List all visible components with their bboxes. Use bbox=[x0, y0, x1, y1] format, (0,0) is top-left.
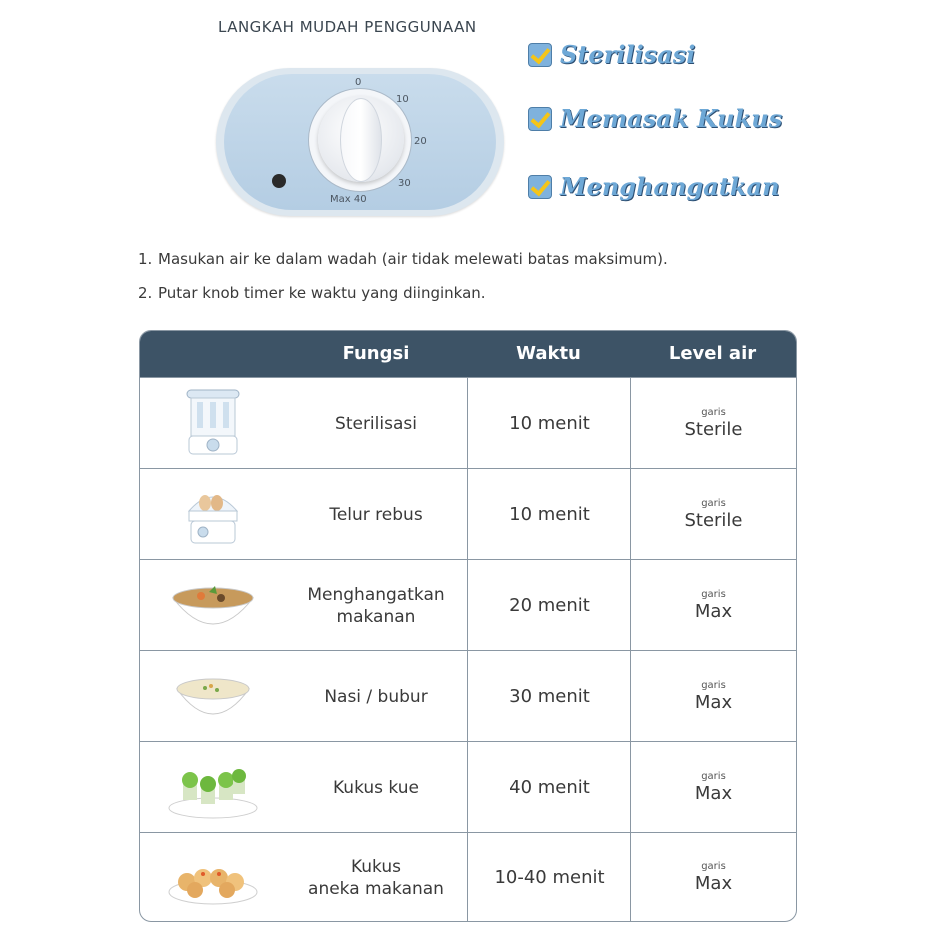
row-image bbox=[140, 560, 285, 651]
checkbox-checked-icon bbox=[528, 107, 552, 131]
timer-tick-30: 30 bbox=[398, 178, 411, 189]
feature-label: Menghangatkan bbox=[560, 172, 780, 201]
step-number: 2. bbox=[138, 284, 153, 302]
table-header bbox=[140, 331, 796, 377]
feature-item bbox=[528, 172, 780, 201]
feature-item bbox=[528, 40, 695, 69]
function-table bbox=[139, 330, 797, 922]
cell-fungsi: Kukus aneka makanan bbox=[308, 856, 444, 899]
soup-bowl-icon bbox=[165, 568, 261, 644]
cell-level-air: garis Max bbox=[630, 833, 796, 922]
header-level-air: Level air bbox=[668, 343, 757, 364]
timer-tick-0: 0 bbox=[355, 77, 362, 88]
table-row bbox=[140, 741, 796, 833]
cell-level-air: garis Max bbox=[630, 651, 796, 742]
header-fungsi: Fungsi bbox=[342, 343, 410, 364]
row-image bbox=[140, 469, 285, 560]
feature-label: Sterilisasi bbox=[560, 40, 696, 69]
porridge-bowl-icon bbox=[165, 659, 261, 735]
table-row bbox=[140, 832, 796, 922]
table-row bbox=[140, 559, 796, 651]
row-image bbox=[140, 378, 285, 469]
cell-waktu: 20 menit bbox=[467, 560, 631, 651]
row-image bbox=[140, 742, 285, 833]
table-row bbox=[140, 650, 796, 742]
checkbox-checked-icon bbox=[528, 43, 552, 67]
instruction-step bbox=[138, 250, 668, 284]
cell-fungsi: Kukus kue bbox=[333, 777, 419, 798]
cell-level-air: garis Sterile bbox=[630, 378, 796, 469]
cell-fungsi: Nasi / bubur bbox=[324, 686, 428, 707]
cell-waktu: 10 menit bbox=[467, 378, 631, 469]
cell-waktu: 10 menit bbox=[467, 469, 631, 560]
steamed-cake-icon bbox=[165, 750, 261, 826]
cell-fungsi: Sterilisasi bbox=[335, 413, 417, 434]
header-waktu: Waktu bbox=[516, 343, 581, 364]
timer-tick-20: 20 bbox=[414, 136, 427, 147]
step-number: 1. bbox=[138, 250, 153, 268]
cell-level-air: garis Sterile bbox=[630, 469, 796, 560]
power-indicator-icon bbox=[272, 174, 286, 188]
cell-waktu: 30 menit bbox=[467, 651, 631, 742]
page-title: LANGKAH MUDAH PENGGUNAAN bbox=[218, 18, 477, 36]
timer-tick-max: Max 40 bbox=[330, 194, 367, 205]
instruction-list bbox=[138, 250, 668, 318]
timer-tick-10: 10 bbox=[396, 94, 409, 105]
egg-steamer-icon bbox=[165, 477, 261, 553]
row-image bbox=[140, 651, 285, 742]
cell-fungsi: Menghangatkan makanan bbox=[307, 584, 445, 627]
step-text: Masukan air ke dalam wadah (air tidak melewati batas maksimum). bbox=[158, 250, 668, 268]
checkbox-checked-icon bbox=[528, 175, 552, 199]
dim-sum-icon bbox=[165, 840, 261, 916]
row-image bbox=[140, 833, 285, 922]
timer-knob-grip-icon bbox=[340, 98, 382, 182]
cell-waktu: 40 menit bbox=[467, 742, 631, 833]
cell-waktu: 10-40 menit bbox=[467, 833, 631, 922]
sterilizer-icon bbox=[165, 386, 261, 462]
cell-level-air: garis Max bbox=[630, 560, 796, 651]
table-row bbox=[140, 468, 796, 560]
table-row bbox=[140, 377, 796, 469]
cell-fungsi: Telur rebus bbox=[329, 504, 423, 525]
feature-item bbox=[528, 104, 782, 133]
feature-label: Memasak Kukus bbox=[560, 104, 783, 133]
cell-level-air: garis Max bbox=[630, 742, 796, 833]
instruction-step bbox=[138, 284, 668, 318]
step-text: Putar knob timer ke waktu yang diinginkan. bbox=[158, 284, 486, 302]
